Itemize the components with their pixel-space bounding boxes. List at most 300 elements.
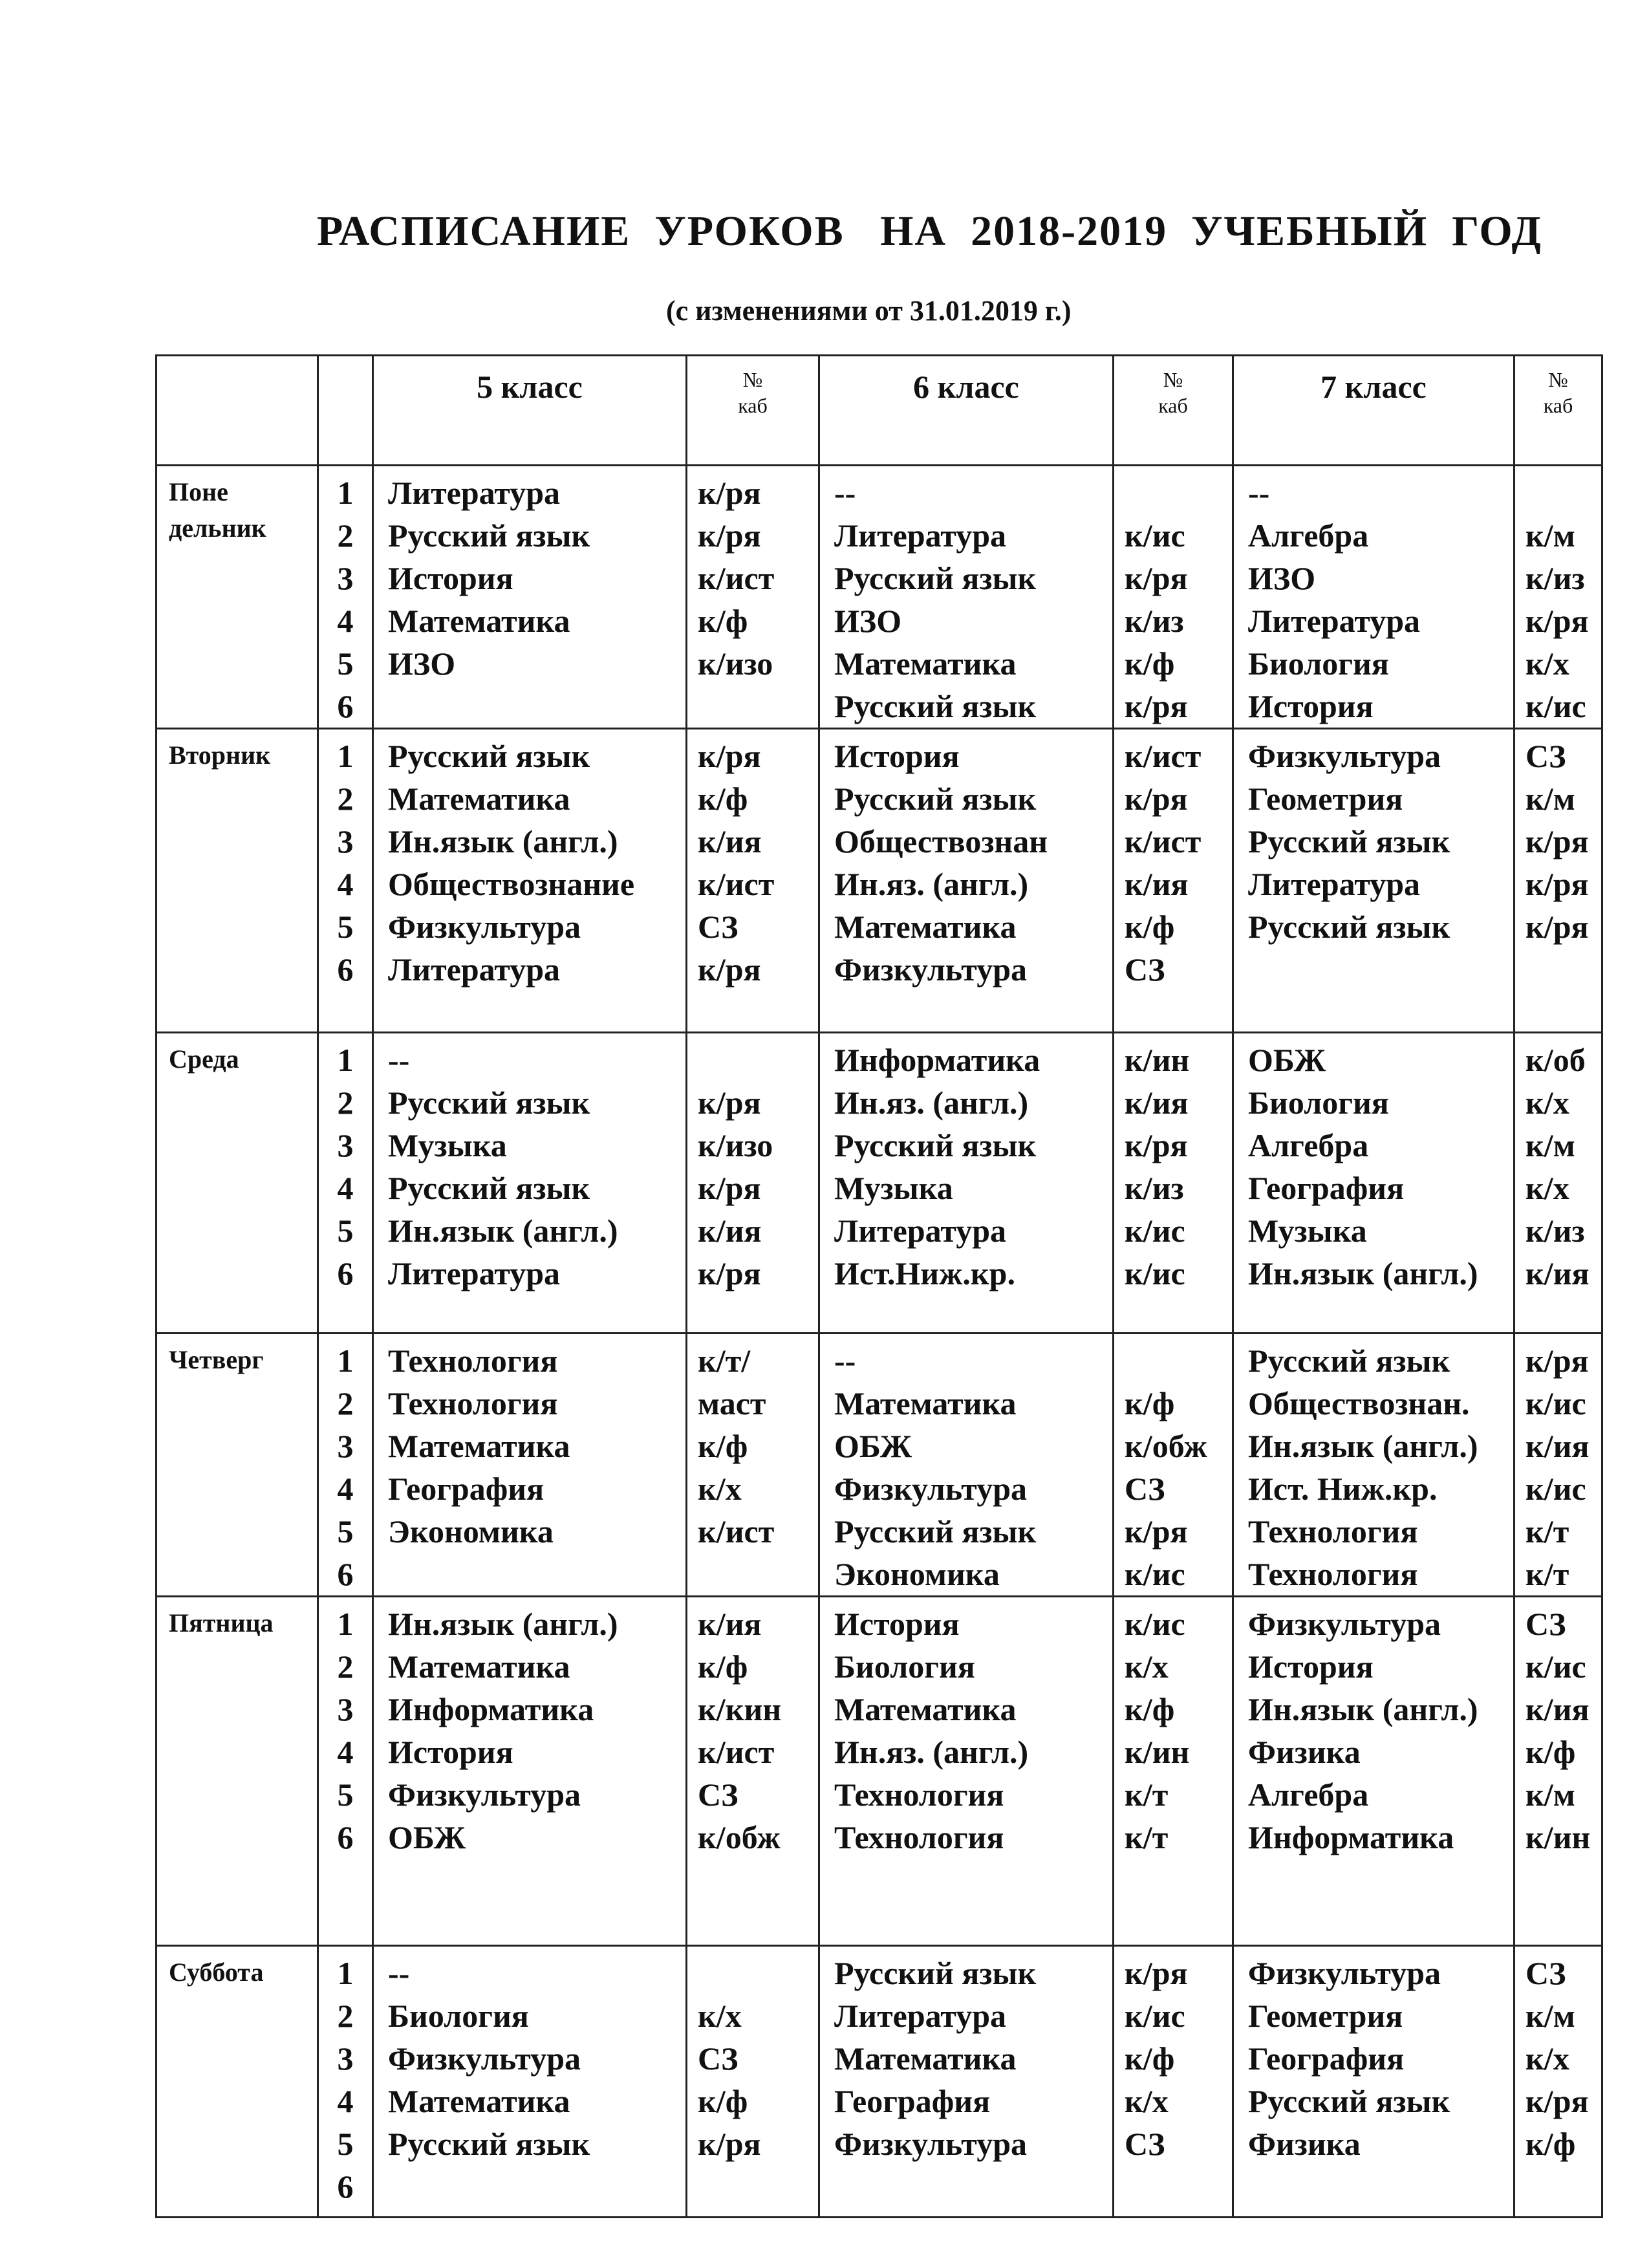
room-entry: СЗ <box>698 1777 738 1813</box>
room-entry: к/ис <box>1125 517 1185 554</box>
subject-entry: ИЗО <box>388 645 456 682</box>
subject-entry: Физкультура <box>1248 1955 1441 1991</box>
lesson-number: 3 <box>337 823 354 859</box>
lesson-numbers-cell <box>318 1033 373 1334</box>
day-name <box>169 1378 317 1414</box>
subject-entry: Русский язык <box>388 1170 590 1206</box>
room-entry: к/ия <box>1525 1691 1590 1727</box>
lesson-number: 1 <box>337 1955 354 1991</box>
lesson-number: 6 <box>337 951 354 988</box>
subject-entry: Ин.яз. (англ.) <box>834 1734 1029 1770</box>
room-entry: к/ф <box>698 1648 748 1685</box>
room-entry: к/т <box>1525 1513 1569 1550</box>
room-entry: к/ря <box>698 517 761 554</box>
room-entry: к/ф <box>1125 909 1175 945</box>
room-entry: СЗ <box>698 2040 738 2077</box>
subject-entry: ИЗО <box>834 603 902 639</box>
room-entry: к/ис <box>1525 688 1586 724</box>
room-entry: к/ря <box>698 2126 761 2162</box>
schedule-body <box>156 466 1602 2218</box>
room-entry: к/ис <box>1525 1648 1586 1685</box>
subject-entry <box>388 1553 685 1595</box>
class-5-rooms <box>687 1597 819 1946</box>
subject-entry: Биология <box>388 1998 529 2034</box>
lesson-number: 5 <box>337 1513 354 1550</box>
subject-entry: Физкультура <box>388 1777 581 1813</box>
subject-entry: Русский язык <box>388 738 590 774</box>
room-entry: к/ия <box>698 823 762 859</box>
day-name-cell <box>156 466 318 729</box>
room-entry: к/м <box>1525 1998 1575 2034</box>
subject-entry: Русский язык <box>834 560 1037 596</box>
subject-entry: Ин.язык (англ.) <box>1248 1255 1478 1291</box>
class-5-subjects <box>373 466 687 729</box>
day-name-cell <box>156 729 318 1033</box>
document-subtitle: (с изменениями от 31.01.2019 г.) <box>666 295 1072 327</box>
room-entry: к/м <box>1525 1777 1575 1813</box>
subject-entry: Русский язык <box>834 688 1037 724</box>
room-entry <box>1125 471 1232 514</box>
room-entry: к/м <box>1525 517 1575 554</box>
lesson-number: 5 <box>337 2126 354 2162</box>
subject-entry: Музыка <box>1248 1213 1367 1249</box>
class-6-subjects <box>819 1946 1114 2218</box>
header-class-7: 7 класс <box>1233 356 1514 466</box>
subject-entry: Алгебра <box>1248 517 1369 554</box>
room-entry: к/ин <box>1525 1819 1591 1855</box>
class-7-subjects <box>1233 1946 1514 2218</box>
day-row <box>156 1334 1602 1597</box>
room-entry: к/ин <box>1125 1734 1190 1770</box>
class-6-rooms <box>1114 466 1233 729</box>
class-5-subjects <box>373 1334 687 1597</box>
subject-entry: Физика <box>1248 1734 1361 1770</box>
room-entry: к/ф <box>698 2083 748 2119</box>
lesson-numbers-cell <box>318 1597 373 1946</box>
subject-entry: Литература <box>1248 603 1421 639</box>
subject-entry: История <box>388 1734 513 1770</box>
room-entry: к/ря <box>1125 560 1188 596</box>
subject-entry: История <box>1248 688 1374 724</box>
subject-entry: Русский язык <box>1248 823 1450 859</box>
subject-entry: Ист.Ниж.кр. <box>834 1255 1015 1291</box>
subject-entry: Физкультура <box>388 909 581 945</box>
room-entry: к/ря <box>698 1255 761 1291</box>
subject-entry: Физкультура <box>834 1471 1027 1507</box>
header-class-5: 5 класс <box>373 356 687 466</box>
room-entry: к/ря <box>698 1085 761 1121</box>
subject-entry: Ин.язык (англ.) <box>388 823 618 859</box>
room-entry: к/х <box>698 1998 742 2034</box>
room-entry: к/ия <box>1125 866 1189 902</box>
room-entry: к/ия <box>1125 1085 1189 1121</box>
day-name <box>169 773 317 810</box>
subject-entry: ОБЖ <box>388 1819 466 1855</box>
class-5-subjects <box>373 1033 687 1334</box>
subject-entry: Физкультура <box>388 2040 581 2077</box>
room-label: каб <box>738 394 768 417</box>
room-entry: к/ф <box>698 1428 748 1464</box>
class-6-rooms <box>1114 1946 1233 2218</box>
class-5-rooms <box>687 466 819 729</box>
class-6-rooms <box>1114 729 1233 1033</box>
subject-entry: Математика <box>388 1648 570 1685</box>
room-entry: к/ф <box>1525 1734 1576 1770</box>
room-entry: к/ин <box>1125 1042 1190 1078</box>
room-entry: СЗ <box>1525 738 1566 774</box>
subject-entry: Биология <box>1248 1085 1389 1121</box>
day-name: Пятница <box>169 1608 274 1637</box>
room-entry: к/ист <box>698 1513 775 1550</box>
room-entry: к/м <box>1525 781 1575 817</box>
class-7-rooms <box>1514 1597 1602 1946</box>
subject-entry: География <box>388 1471 544 1507</box>
class-7-subjects <box>1233 729 1514 1033</box>
lesson-numbers-cell <box>318 729 373 1033</box>
room-entry: к/изо <box>698 645 773 682</box>
subject-entry: Ин.язык (англ.) <box>388 1213 618 1249</box>
lesson-number: 3 <box>337 1127 354 1163</box>
day-name: Вторник <box>169 740 271 770</box>
subject-entry: Русский язык <box>1248 1343 1450 1379</box>
lesson-number: 5 <box>337 1777 354 1813</box>
subject-entry: Литература <box>834 517 1007 554</box>
room-entry: к/т/ <box>698 1343 751 1379</box>
subject-entry: Физкультура <box>834 951 1027 988</box>
room-entry: к/ря <box>1525 603 1589 639</box>
lesson-number: 6 <box>337 1556 354 1592</box>
day-name-cell <box>156 1033 318 1334</box>
room-entry: к/ря <box>1125 688 1188 724</box>
class-5-rooms <box>687 1033 819 1334</box>
class-5-subjects <box>373 729 687 1033</box>
class-6-rooms <box>1114 1334 1233 1597</box>
subject-entry: Математика <box>388 2083 570 2119</box>
room-entry: к/ря <box>1125 781 1188 817</box>
lesson-number: 2 <box>337 1385 354 1421</box>
subject-entry: Физика <box>1248 2126 1361 2162</box>
lesson-number: 2 <box>337 1648 354 1685</box>
class-7-subjects <box>1233 1033 1514 1334</box>
room-entry: к/ис <box>1125 1556 1185 1592</box>
subject-entry: Музыка <box>834 1170 953 1206</box>
subject-entry: Математика <box>388 1428 570 1464</box>
room-label: каб <box>1543 394 1573 417</box>
room-entry: к/т <box>1125 1777 1169 1813</box>
room-entry: к/ист <box>698 1734 775 1770</box>
subject-entry: Ин.язык (англ.) <box>1248 1691 1478 1727</box>
room-number-sign: № <box>1163 368 1183 391</box>
room-label: каб <box>1158 394 1188 417</box>
subject-entry: Алгебра <box>1248 1777 1369 1813</box>
class-6-subjects <box>819 1334 1114 1597</box>
subject-entry: Русский язык <box>834 781 1037 817</box>
subject-entry: ОБЖ <box>1248 1042 1326 1078</box>
room-entry: к/кин <box>698 1691 782 1727</box>
subject-entry: Информатика <box>1248 1819 1454 1855</box>
day-name: Поне <box>169 477 228 506</box>
room-entry: СЗ <box>698 909 738 945</box>
room-entry: к/ря <box>698 951 761 988</box>
room-entry: к/т <box>1125 1819 1169 1855</box>
header-row <box>156 356 1602 466</box>
lesson-number: 6 <box>337 1819 354 1855</box>
room-entry: к/ф <box>1125 2040 1175 2077</box>
lesson-numbers-cell <box>318 1946 373 2218</box>
subject-entry <box>1248 948 1513 991</box>
room-entry <box>1125 2165 1232 2208</box>
subject-entry: Математика <box>834 1385 1017 1421</box>
room-entry: к/ис <box>1125 1606 1185 1642</box>
subject-entry: ИЗО <box>1248 560 1316 596</box>
class-7-rooms <box>1514 729 1602 1033</box>
day-name: Четверг <box>169 1345 264 1374</box>
lesson-number: 4 <box>337 1471 354 1507</box>
subject-entry: География <box>1248 2040 1405 2077</box>
class-5-rooms <box>687 1946 819 2218</box>
room-entry: к/ия <box>698 1213 762 1249</box>
lesson-number: 4 <box>337 866 354 902</box>
room-entry: к/ист <box>698 560 775 596</box>
day-name: Суббота <box>169 1958 264 1987</box>
room-entry: к/из <box>1125 603 1184 639</box>
subject-entry: Музыка <box>388 1127 507 1163</box>
room-entry: к/ря <box>698 738 761 774</box>
room-entry: к/ря <box>1525 1343 1589 1379</box>
lesson-number: 5 <box>337 1213 354 1249</box>
subject-entry: Информатика <box>388 1691 594 1727</box>
room-entry: к/т <box>1525 1556 1569 1592</box>
subject-entry: Русский язык <box>1248 2083 1450 2119</box>
subject-entry: История <box>834 738 960 774</box>
room-entry: к/х <box>1525 1170 1569 1206</box>
room-entry <box>698 2165 818 2208</box>
room-entry: к/х <box>1125 1648 1169 1685</box>
room-entry: к/х <box>1125 2083 1169 2119</box>
lesson-number: 3 <box>337 1428 354 1464</box>
room-number-sign: № <box>1548 368 1568 391</box>
room-entry <box>698 1952 818 1994</box>
room-entry: к/об <box>1525 1042 1586 1078</box>
subject-entry: -- <box>388 1955 410 1991</box>
lesson-number: 3 <box>337 1691 354 1727</box>
subject-entry: История <box>1248 1648 1374 1685</box>
day-name-cell <box>156 1946 318 2218</box>
room-entry: к/ря <box>1525 823 1589 859</box>
room-entry: к/ря <box>1525 909 1589 945</box>
header-room-5 <box>687 356 819 466</box>
subject-entry: Экономика <box>834 1556 1000 1592</box>
subject-entry <box>834 2165 1112 2208</box>
subject-entry: Физкультура <box>1248 1606 1441 1642</box>
room-entry: СЗ <box>1525 1955 1566 1991</box>
lesson-number: 3 <box>337 560 354 596</box>
day-name <box>169 1077 317 1114</box>
subject-entry: Литература <box>388 475 561 511</box>
subject-entry: География <box>1248 1170 1405 1206</box>
room-entry: к/ря <box>698 475 761 511</box>
subject-entry: -- <box>834 475 856 511</box>
room-entry: к/из <box>1125 1170 1184 1206</box>
subject-entry: География <box>834 2083 991 2119</box>
subject-entry: История <box>834 1606 960 1642</box>
header-room-7 <box>1514 356 1602 466</box>
subject-entry: Литература <box>834 1998 1007 2034</box>
subject-entry: ОБЖ <box>834 1428 912 1464</box>
lesson-number: 1 <box>337 738 354 774</box>
room-entry: к/х <box>1525 645 1569 682</box>
lesson-number: 2 <box>337 517 354 554</box>
lesson-number: 1 <box>337 1606 354 1642</box>
room-entry: к/х <box>1525 2040 1569 2077</box>
room-entry: к/ис <box>1525 1385 1586 1421</box>
subject-entry: Геометрия <box>1248 781 1403 817</box>
subject-entry: Технология <box>388 1385 558 1421</box>
subject-entry: Технология <box>834 1777 1004 1813</box>
subject-entry: Математика <box>388 781 570 817</box>
room-entry: к/ист <box>1125 738 1202 774</box>
room-entry <box>1525 471 1601 514</box>
subject-entry: Литература <box>834 1213 1007 1249</box>
lesson-number: 6 <box>337 2168 354 2205</box>
room-entry: СЗ <box>1525 1606 1566 1642</box>
subject-entry: Русский язык <box>1248 909 1450 945</box>
room-entry: к/ист <box>1125 823 1202 859</box>
room-entry: к/ис <box>1125 1998 1185 2034</box>
day-name-cell <box>156 1597 318 1946</box>
room-entry: маст <box>698 1385 766 1421</box>
room-entry: СЗ <box>1125 951 1165 988</box>
subject-entry: Технология <box>1248 1513 1418 1550</box>
subject-entry <box>1248 2165 1513 2208</box>
day-row <box>156 1946 1602 2218</box>
document-title: РАСПИСАНИЕ УРОКОВ НА 2018-2019 УЧЕБНЫЙ ГОД <box>317 208 1542 255</box>
header-day-cell <box>156 356 318 466</box>
room-entry: к/х <box>1525 1085 1569 1121</box>
day-name: Среда <box>169 1044 239 1074</box>
day-name <box>169 1641 317 1678</box>
lesson-number: 2 <box>337 781 354 817</box>
lesson-number: 6 <box>337 688 354 724</box>
lesson-number: 5 <box>337 645 354 682</box>
subject-entry: Русский язык <box>834 1513 1037 1550</box>
subject-entry: Ин.язык (англ.) <box>1248 1428 1478 1464</box>
room-entry <box>1525 948 1601 991</box>
class-6-rooms <box>1114 1033 1233 1334</box>
class-7-rooms <box>1514 1946 1602 2218</box>
day-row <box>156 466 1602 729</box>
room-entry: к/ф <box>698 781 748 817</box>
class-7-subjects <box>1233 466 1514 729</box>
room-entry: к/обж <box>698 1819 781 1855</box>
room-entry: к/ист <box>698 866 775 902</box>
day-row <box>156 1033 1602 1334</box>
room-entry: к/из <box>1525 560 1585 596</box>
subject-entry: Математика <box>388 603 570 639</box>
lesson-numbers-cell <box>318 466 373 729</box>
subject-entry: Математика <box>834 645 1017 682</box>
subject-entry: Литература <box>1248 866 1421 902</box>
subject-entry: Физкультура <box>1248 738 1441 774</box>
class-6-subjects <box>819 1033 1114 1334</box>
room-entry: к/ря <box>1125 1955 1188 1991</box>
lesson-number: 1 <box>337 1343 354 1379</box>
room-entry: к/ря <box>1525 866 1589 902</box>
day-row <box>156 1597 1602 1946</box>
subject-entry: Русский язык <box>834 1955 1037 1991</box>
lesson-number: 4 <box>337 1170 354 1206</box>
room-entry: к/х <box>698 1471 742 1507</box>
subject-entry: Технология <box>834 1819 1004 1855</box>
room-entry: к/ис <box>1125 1213 1185 1249</box>
subject-entry: Ин.яз. (англ.) <box>834 866 1029 902</box>
subject-entry: Физкультура <box>834 2126 1027 2162</box>
subject-entry: Биология <box>1248 645 1389 682</box>
subject-entry: Русский язык <box>388 1085 590 1121</box>
header-class-6: 6 класс <box>819 356 1114 466</box>
subject-entry: Литература <box>388 951 561 988</box>
room-entry: к/ис <box>1525 1471 1586 1507</box>
subject-entry: Русский язык <box>388 517 590 554</box>
subject-entry: История <box>388 560 513 596</box>
room-entry <box>1525 2165 1601 2208</box>
class-5-rooms <box>687 1334 819 1597</box>
room-entry: к/ф <box>1125 645 1175 682</box>
subject-entry: Русский язык <box>834 1127 1037 1163</box>
subject-entry: Геометрия <box>1248 1998 1403 2034</box>
lesson-number: 6 <box>337 1255 354 1291</box>
subject-entry: Экономика <box>388 1513 554 1550</box>
subject-entry: Русский язык <box>388 2126 590 2162</box>
class-6-subjects <box>819 466 1114 729</box>
room-entry: к/ф <box>698 603 748 639</box>
subject-entry: Обществознан. <box>1248 1385 1470 1421</box>
class-5-subjects <box>373 1597 687 1946</box>
class-5-rooms <box>687 729 819 1033</box>
subject-entry: Математика <box>834 2040 1017 2077</box>
class-7-rooms <box>1514 1033 1602 1334</box>
header-room-6 <box>1114 356 1233 466</box>
room-entry: к/м <box>1525 1127 1575 1163</box>
room-entry: к/обж <box>1125 1428 1207 1464</box>
room-entry: СЗ <box>1125 2126 1165 2162</box>
lesson-number: 2 <box>337 1998 354 2034</box>
room-entry: к/ф <box>1125 1691 1175 1727</box>
lesson-number: 4 <box>337 603 354 639</box>
subject-entry: Биология <box>834 1648 975 1685</box>
room-entry: к/ря <box>1525 2083 1589 2119</box>
lesson-number: 4 <box>337 2083 354 2119</box>
subject-entry: Обществознан <box>834 823 1048 859</box>
room-entry: к/ия <box>698 1606 762 1642</box>
class-6-subjects <box>819 1597 1114 1946</box>
subject-entry: Технология <box>388 1343 558 1379</box>
lesson-number: 2 <box>337 1085 354 1121</box>
subject-entry <box>388 2165 685 2208</box>
class-6-rooms <box>1114 1597 1233 1946</box>
subject-entry: Ист. Ниж.кр. <box>1248 1471 1438 1507</box>
header-number-cell <box>318 356 373 466</box>
subject-entry: Литература <box>388 1255 561 1291</box>
room-entry <box>698 1553 818 1595</box>
lesson-number: 1 <box>337 1042 354 1078</box>
subject-entry: Технология <box>1248 1556 1418 1592</box>
class-7-subjects <box>1233 1334 1514 1597</box>
lesson-number: 1 <box>337 475 354 511</box>
room-entry <box>1125 1339 1232 1382</box>
room-entry: СЗ <box>1125 1471 1165 1507</box>
lesson-number: 5 <box>337 909 354 945</box>
